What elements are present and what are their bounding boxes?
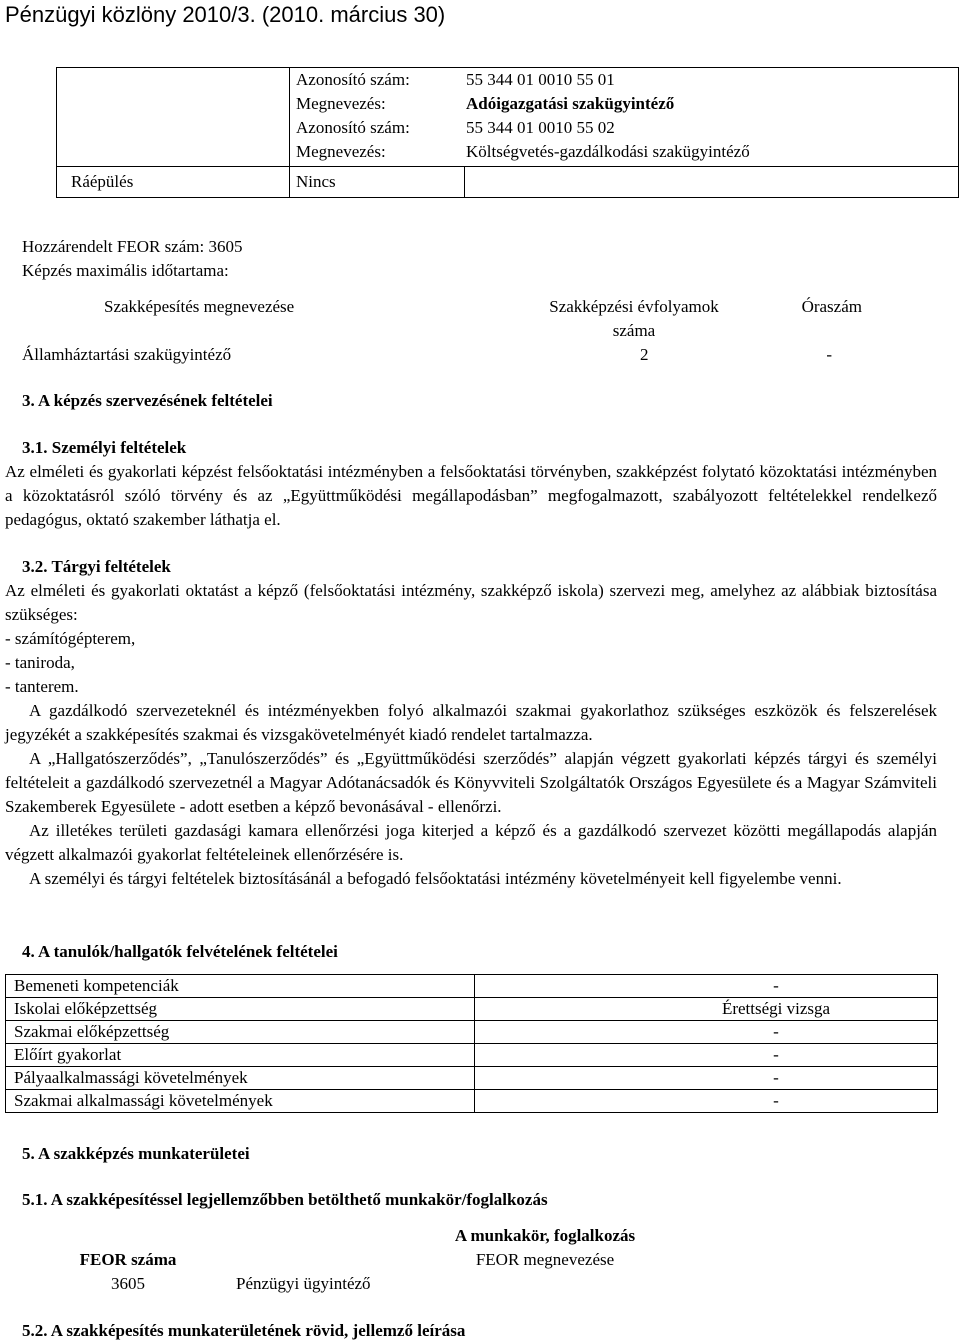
- table-row: [6, 1021, 938, 1044]
- raepules-row: [57, 167, 959, 198]
- raepules-value: Nincs: [296, 172, 336, 191]
- feor-name-header: FEOR megnevezése: [475, 1250, 615, 1269]
- feor-number-header: FEOR száma: [79, 1250, 177, 1269]
- table-row: [22, 1272, 936, 1296]
- row-value: -: [475, 975, 938, 998]
- section-5-1-title: 5.1. A szakképesítéssel legjellemzőbben betölthető munkakör/foglalkozás: [22, 1190, 548, 1209]
- table-row: [6, 975, 938, 998]
- list-item: - tanterem.: [5, 677, 79, 696]
- years-value: 2: [640, 345, 649, 364]
- job-group-header: A munkakör, foglalkozás: [454, 1226, 636, 1245]
- raepules-label: Ráépülés: [71, 172, 134, 191]
- section-5-title: 5. A szakképzés munkaterületei: [22, 1144, 250, 1163]
- row-value: Érettségi vizsga: [475, 998, 938, 1021]
- id-row: [57, 68, 959, 93]
- training-table: [22, 295, 862, 367]
- list-item: - számítógépterem,: [5, 629, 136, 648]
- duration-line: Képzés maximális időtartama:: [22, 261, 229, 280]
- paragraph: A személyi és tárgyi feltételek biztosításánál a befogadó felsőoktatási intézmény követelményeit kell figyelembe venni.: [29, 869, 842, 888]
- paragraph: A gazdálkodó szervezeteknél és intézményekben folyó alkalmazói szakmai gyakorlathoz szükséges eszközök és felszerelések jegyzékét a szakképesítés szakmai és vizsgakövetelményét kiadó rendelet tartalmazza.: [5, 701, 937, 744]
- id-label: Megnevezés:: [296, 142, 386, 161]
- row-value: -: [475, 1090, 938, 1113]
- header-hours: Óraszám: [801, 297, 862, 316]
- identification-table: [56, 67, 959, 198]
- row-label: Pályaalkalmassági követelmények: [6, 1067, 475, 1090]
- section-3-title: 3. A képzés szervezésének feltételei: [22, 391, 273, 410]
- list-item: - taniroda,: [5, 653, 75, 672]
- row-value: -: [475, 1021, 938, 1044]
- section-5-2-title: 5.2. A szakképesítés munkaterületének rövid, jellemző leírása: [22, 1321, 466, 1340]
- qualification-name: Államháztartási szakügyintéző: [22, 345, 232, 364]
- row-label: Előírt gyakorlat: [6, 1044, 475, 1067]
- row-value: -: [475, 1067, 938, 1090]
- id-value: Költségvetés-gazdálkodási szakügyintéző: [466, 142, 750, 161]
- table-row: [6, 1090, 938, 1113]
- row-label: Bemeneti kompetenciák: [6, 975, 475, 998]
- id-value: 55 344 01 0010 55 01: [466, 70, 615, 89]
- section-4-title: 4. A tanulók/hallgatók felvételének feltételei: [22, 942, 338, 961]
- header-qualification: Szakképesítés megnevezése: [104, 297, 295, 316]
- id-label: Megnevezés:: [296, 94, 386, 113]
- table-row: [6, 1044, 938, 1067]
- header-years-b: száma: [612, 321, 656, 340]
- section-3-1-title: 3.1. Személyi feltételek: [22, 438, 187, 457]
- header-years: Szakképzési évfolyamok: [549, 297, 719, 316]
- section-3-1-text: Az elméleti és gyakorlati képzést felsőoktatási intézményben a felsőoktatási törvényben, szakképzést folytató közoktatási intézményben a közoktatásról szóló törvény és az „Együttműködési megállapodásban” megfogalmazott, szabályozott feltételekkel rendelkező pedagógus, oktató szakember láthatja el.: [5, 462, 937, 529]
- id-label: Azonosító szám:: [296, 118, 410, 137]
- row-label: Szakmai alkalmassági követelmények: [6, 1090, 475, 1113]
- table-row: [6, 998, 938, 1021]
- training-header-row: [22, 295, 862, 343]
- paragraph: A „Hallgatószerződés”, „Tanulószerződés” és „Együttműködési szerződés” alapján végzett gyakorlati képzés tárgyi és személyi feltételeit a gazdálkodó szervezetnél a Magyar Adótanácsadók és Könyvviteli Szolgáltatók Országos Egyesülete és a Magyar Számviteli Szakemberek Egyesülete - adott esetben a képző bevonásával - ellenőrzi.: [5, 749, 937, 816]
- id-label: Azonosító szám:: [296, 70, 410, 89]
- job-table: [22, 1224, 936, 1296]
- job-header-row: [22, 1248, 936, 1272]
- hours-value: -: [826, 345, 832, 364]
- feor-number: 3605: [111, 1274, 145, 1293]
- id-value: 55 344 01 0010 55 02: [466, 118, 615, 137]
- paragraph: Az illetékes területi gazdasági kamara ellenőrzési joga kiterjed a képző és a gazdálkodó szervezet közötti megállapodás alapján végzett alkalmazói gyakorlat feltételeinek ellenőrzésére is.: [5, 821, 937, 864]
- table-row: [6, 1067, 938, 1090]
- feor-name: Pénzügyi ügyintéző: [236, 1274, 371, 1293]
- page-header: Pénzügyi közlöny 2010/3. (2010. március 30): [5, 2, 446, 27]
- job-group-row: [22, 1224, 936, 1248]
- section-3-2-title: 3.2. Tárgyi feltételek: [22, 557, 171, 576]
- row-label: Szakmai előképzettség: [6, 1021, 475, 1044]
- row-label: Iskolai előképzettség: [6, 998, 475, 1021]
- row-value: -: [475, 1044, 938, 1067]
- section-3-2-text: Az elméleti és gyakorlati oktatást a képző (felsőoktatási intézmény, szakképző iskola) szervezi meg, amelyhez az alábbiak biztosítása szükséges:: [5, 581, 937, 624]
- admission-table: [5, 974, 938, 1113]
- training-row: [22, 343, 862, 367]
- feor-line: Hozzárendelt FEOR szám: 3605: [22, 237, 243, 256]
- id-value: Adóigazgatási szakügyintéző: [466, 94, 675, 113]
